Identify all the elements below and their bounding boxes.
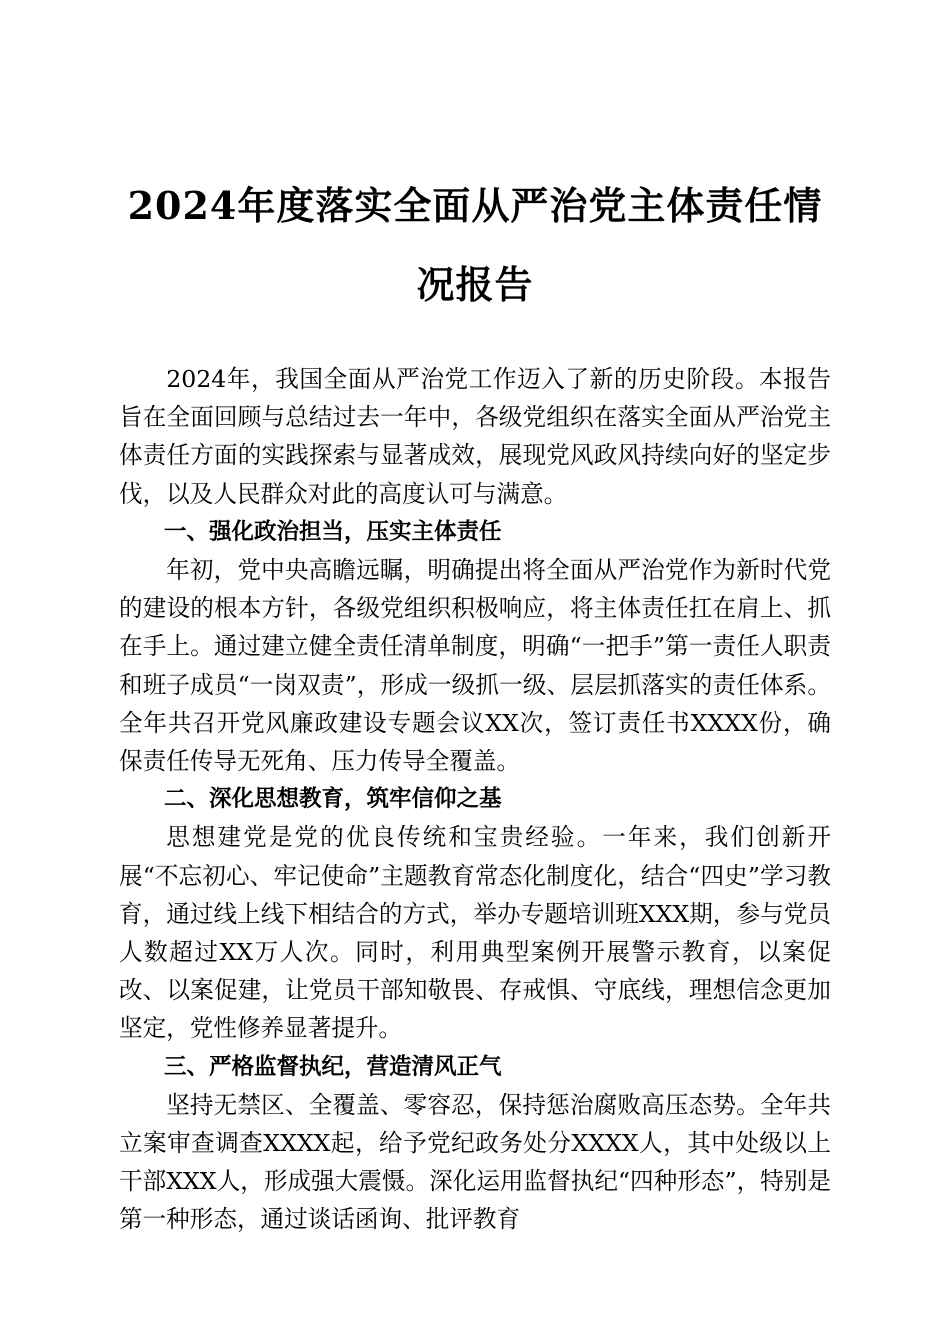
document-title: 2024年度落实全面从严治党主体责任情况报告 <box>127 183 823 307</box>
section-heading-3: 三、严格监督执纪，营造清风正气 <box>164 1053 502 1080</box>
intro-paragraph: 2024年，我国全面从严治党工作迈入了新的历史阶段。本报告旨在全面回顾与总结过去一年中，各级党组织在落实全面从严治党主体责任方面的实践探索与显著成效，展现党风政风持续向好的坚定步伐，以及人民群众对此的高度认可与满意。 <box>119 365 831 508</box>
section-2-paragraph: 思想建党是党的优良传统和宝贵经验。一年来，我们创新开展“不忘初心、牢记使命”主题教育常态化制度化，结合“四史”学习教育，通过线上线下相结合的方式，举办专题培训班XXX期，参与党员人数超过XX万人次。同时，利用典型案例开展警示教育，以案促改、以案促建，让党员干部知敬畏、存戒惧、守底线，理想信念更加坚定，党性修养显著提升。 <box>119 823 831 1043</box>
section-3-paragraph: 坚持无禁区、全覆盖、零容忍，保持惩治腐败高压态势。全年共立案审查调查XXXX起，给予党纪政务处分XXXX人，其中处级以上干部XXX人，形成强大震慑。深化运用监督执纪“四种形态”，特别是第一种形态，通过谈话函询、批评教育 <box>119 1090 831 1234</box>
document-body <box>119 360 831 1239</box>
section-1-paragraph: 年初，党中央高瞻远瞩，明确提出将全面从严治党作为新时代党的建设的根本方针，各级党组织积极响应，将主体责任扛在肩上、抓在手上。通过建立健全责任清单制度，明确“一把手”第一责任人职责和班子成员“一岗双责”，形成一级抓一级、层层抓落实的责任体系。全年共召开党风廉政建设专题会议XX次，签订责任书XXXX份，确保责任传导无死角、压力传导全覆盖。 <box>119 556 831 776</box>
section-heading-2: 二、深化思想教育，筑牢信仰之基 <box>164 786 502 813</box>
section-heading-1: 一、强化政治担当，压实主体责任 <box>164 518 502 545</box>
